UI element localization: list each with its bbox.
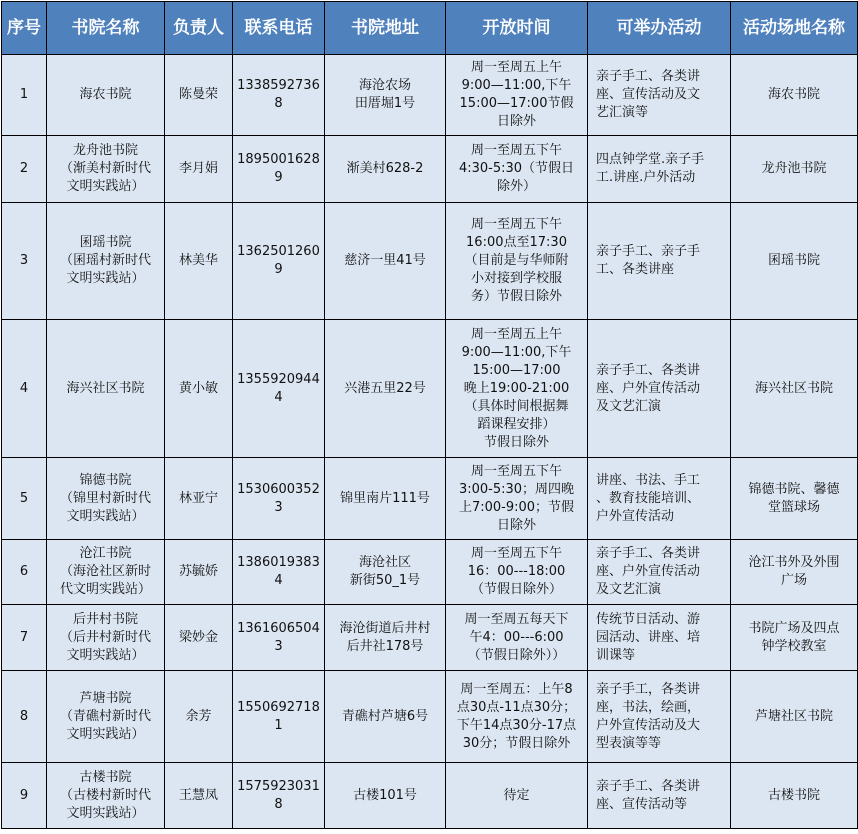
cell-hours: 周一至周五上午 9:00—11:00,下午 15:00—17:00节假 日除外 (446, 55, 588, 136)
cell-activities: 四点钟学堂.亲子手 工.讲座.户外活动 (588, 136, 731, 203)
cell-phone: 13559209444 (233, 320, 325, 458)
academy-table (1, 1, 858, 829)
cell-address: 海沧农场 田厝堀1号 (325, 55, 446, 136)
table-row (2, 55, 858, 136)
cell-activities: 亲子手工、亲子手 工、各类讲座 (588, 203, 731, 320)
cell-address: 海沧社区 新街50_1号 (325, 540, 446, 605)
cell-address: 青礁村芦塘6号 (325, 671, 446, 763)
header-hours: 开放时间 (446, 2, 588, 55)
cell-venue: 芦塘社区书院 (731, 671, 858, 763)
cell-phone: 15306003523 (233, 458, 325, 540)
cell-seq: 7 (2, 605, 47, 671)
cell-manager: 黄小敏 (165, 320, 233, 458)
cell-phone: 18950016289 (233, 136, 325, 203)
table-row (2, 458, 858, 540)
cell-name: 芦塘书院 （青礁村新时代 文明实践站） (47, 671, 165, 763)
cell-venue: 沧江书外及外围 广场 (731, 540, 858, 605)
cell-venue: 海兴社区书院 (731, 320, 858, 458)
header-phone: 联系电话 (233, 2, 325, 55)
cell-hours: 周一至周五上午 9:00—11:00,下午 15:00—17:00 晚上19:00-21:00 （具体时间根据舞 蹈课程安排） 节假日除外 (446, 320, 588, 458)
cell-manager: 苏毓娇 (165, 540, 233, 605)
header-venue: 活动场地名称 (731, 2, 858, 55)
header-activities: 可举办活动 (588, 2, 731, 55)
cell-seq: 3 (2, 203, 47, 320)
header-name: 书院名称 (47, 2, 165, 55)
cell-seq: 1 (2, 55, 47, 136)
cell-hours: 周一至周五下午 4:30-5:30（节假日 除外） (446, 136, 588, 203)
cell-hours: 周一至周五下午 3:00-5:30；周四晚 上7:00-9:00；节假 日除外 (446, 458, 588, 540)
cell-hours: 周一至周五每天下 午4：00---6:00 （节假日除外）） (446, 605, 588, 671)
cell-seq: 2 (2, 136, 47, 203)
cell-phone: 15759230318 (233, 763, 325, 829)
cell-seq: 9 (2, 763, 47, 829)
cell-hours: 周一至周五：上午8 点30点-11点30分； 下午14点30分-17点 30分；节假日除外 (446, 671, 588, 763)
cell-name: 锦德书院 （锦里村新时代 文明实践站） (47, 458, 165, 540)
header-manager: 负责人 (165, 2, 233, 55)
table-row (2, 671, 858, 763)
cell-activities: 讲座、书法、手工 、教育技能培训、 户外宣传活动 (588, 458, 731, 540)
table-row (2, 320, 858, 458)
cell-activities: 传统节日活动、游 园活动、讲座、培 训课等 (588, 605, 731, 671)
table-row (2, 203, 858, 320)
cell-venue: 锦德书院、馨德 堂篮球场 (731, 458, 858, 540)
cell-hours: 待定 (446, 763, 588, 829)
cell-venue: 龙舟池书院 (731, 136, 858, 203)
table-row (2, 763, 858, 829)
header-address: 书院地址 (325, 2, 446, 55)
cell-address: 慈济一里41号 (325, 203, 446, 320)
cell-venue: 古楼书院 (731, 763, 858, 829)
cell-activities: 亲子手工、各类讲 座、宣传活动等 (588, 763, 731, 829)
cell-name: 沧江书院 （海沧社区新时 代文明实践站） (47, 540, 165, 605)
header-seq: 序号 (2, 2, 47, 55)
cell-venue: 海农书院 (731, 55, 858, 136)
cell-activities: 亲子手工、各类讲 座、宣传活动及文 艺汇演等 (588, 55, 731, 136)
cell-venue: 囷瑶书院 (731, 203, 858, 320)
header-row (2, 2, 858, 55)
cell-seq: 4 (2, 320, 47, 458)
cell-manager: 余芳 (165, 671, 233, 763)
cell-seq: 8 (2, 671, 47, 763)
cell-name: 后井村书院 （后井村新时代 文明实践站） (47, 605, 165, 671)
cell-manager: 陈曼荣 (165, 55, 233, 136)
cell-name: 海农书院 (47, 55, 165, 136)
cell-hours: 周一至周五下午 16：00---18:00 （节假日除外） (446, 540, 588, 605)
cell-address: 兴港五里22号 (325, 320, 446, 458)
cell-manager: 林美华 (165, 203, 233, 320)
cell-name: 囷瑶书院 （囷瑶村新时代 文明实践站） (47, 203, 165, 320)
cell-manager: 梁妙金 (165, 605, 233, 671)
cell-activities: 亲子手工、各类讲 座、户外宣传活动 及文艺汇演 (588, 540, 731, 605)
cell-manager: 李月娟 (165, 136, 233, 203)
cell-activities: 亲子手工、各类讲 座、户外宣传活动 及文艺汇演 (588, 320, 731, 458)
cell-address: 海沧街道后井村 后井社178号 (325, 605, 446, 671)
cell-address: 锦里南片111号 (325, 458, 446, 540)
cell-phone: 15506927181 (233, 671, 325, 763)
cell-venue: 书院广场及四点 钟学校教室 (731, 605, 858, 671)
cell-name: 龙舟池书院 （渐美村新时代 文明实践站） (47, 136, 165, 203)
cell-phone: 13860193834 (233, 540, 325, 605)
cell-hours: 周一至周五下午 16:00点至17:30 （目前是与华师附 小对接到学校服 务）节假日除外 (446, 203, 588, 320)
cell-manager: 王慧凤 (165, 763, 233, 829)
cell-phone: 13616065043 (233, 605, 325, 671)
table-row (2, 540, 858, 605)
cell-seq: 5 (2, 458, 47, 540)
cell-activities: 亲子手工，各类讲 座，书法，绘画， 户外宣传活动及大 型表演等等 (588, 671, 731, 763)
cell-seq: 6 (2, 540, 47, 605)
table-row (2, 136, 858, 203)
cell-manager: 林亚宁 (165, 458, 233, 540)
cell-name: 海兴社区书院 (47, 320, 165, 458)
cell-address: 古楼101号 (325, 763, 446, 829)
cell-phone: 13625012609 (233, 203, 325, 320)
table-row (2, 605, 858, 671)
cell-address: 渐美村628-2 (325, 136, 446, 203)
cell-phone: 13385927368 (233, 55, 325, 136)
cell-name: 古楼书院 （古楼村新时代 文明实践站） (47, 763, 165, 829)
